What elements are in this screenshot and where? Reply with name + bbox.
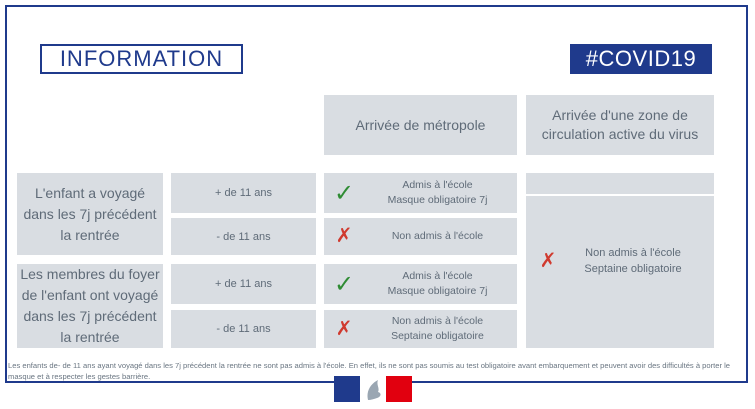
age-cell: - de 11 ans <box>171 218 316 255</box>
check-icon: ✓ <box>333 270 355 298</box>
result-text <box>358 269 517 299</box>
result-text <box>358 314 517 344</box>
header-zone: Arrivée d'une zone de circulation active du virus <box>526 95 714 155</box>
result-line: Admis à l'école <box>402 179 473 191</box>
zone-result-line2: Septaine obligatoire <box>584 262 682 275</box>
result-cell <box>324 173 517 213</box>
republique-francaise-logo <box>334 374 412 404</box>
zone-result-cell <box>526 173 714 348</box>
cross-icon: ✗ <box>335 317 353 340</box>
result-text <box>358 178 517 208</box>
check-icon: ✓ <box>333 179 355 207</box>
result-line: Septaine obligatoire <box>391 330 484 342</box>
zone-result-text <box>562 245 704 277</box>
result-cell <box>324 218 517 255</box>
header-metropole: Arrivée de métropole <box>324 95 517 155</box>
result-line: Admis à l'école <box>402 270 473 282</box>
result-cell <box>324 264 517 304</box>
covid-hashtag: #COVID19 <box>570 44 712 74</box>
result-line: Masque obligatoire 7j <box>387 285 488 297</box>
zone-result-line1: Non admis à l'école <box>585 246 681 259</box>
age-cell: - de 11 ans <box>171 310 316 348</box>
group-child-label: L'enfant a voyagé dans les 7j précédent la rentrée <box>17 173 163 255</box>
group-household-label: Les membres du foyer de l'enfant ont voyagé dans les 7j précédent la rentrée <box>17 264 163 348</box>
information-title: INFORMATION <box>40 44 243 74</box>
age-cell: + de 11 ans <box>171 173 316 213</box>
result-line: Non admis à l'école <box>391 315 484 327</box>
cross-icon: ✗ <box>335 225 353 247</box>
zone-top-band <box>526 173 714 196</box>
footnote: Les enfants de- de 11 ans ayant voyagé dans les 7j précédent la rentrée ne sont pas admis à l'école. En effet, ils ne sont pas soumis au test obligatoire avant embarquement et peuvent avoir des difficultés à porter le masque et à respecter les gestes barrière. <box>8 361 731 381</box>
result-cell <box>324 310 517 348</box>
result-line: Masque obligatoire 7j <box>387 194 488 206</box>
age-cell: + de 11 ans <box>171 264 316 304</box>
cross-icon: ✗ <box>539 250 557 272</box>
result-line: Non admis à l'école <box>391 230 484 242</box>
